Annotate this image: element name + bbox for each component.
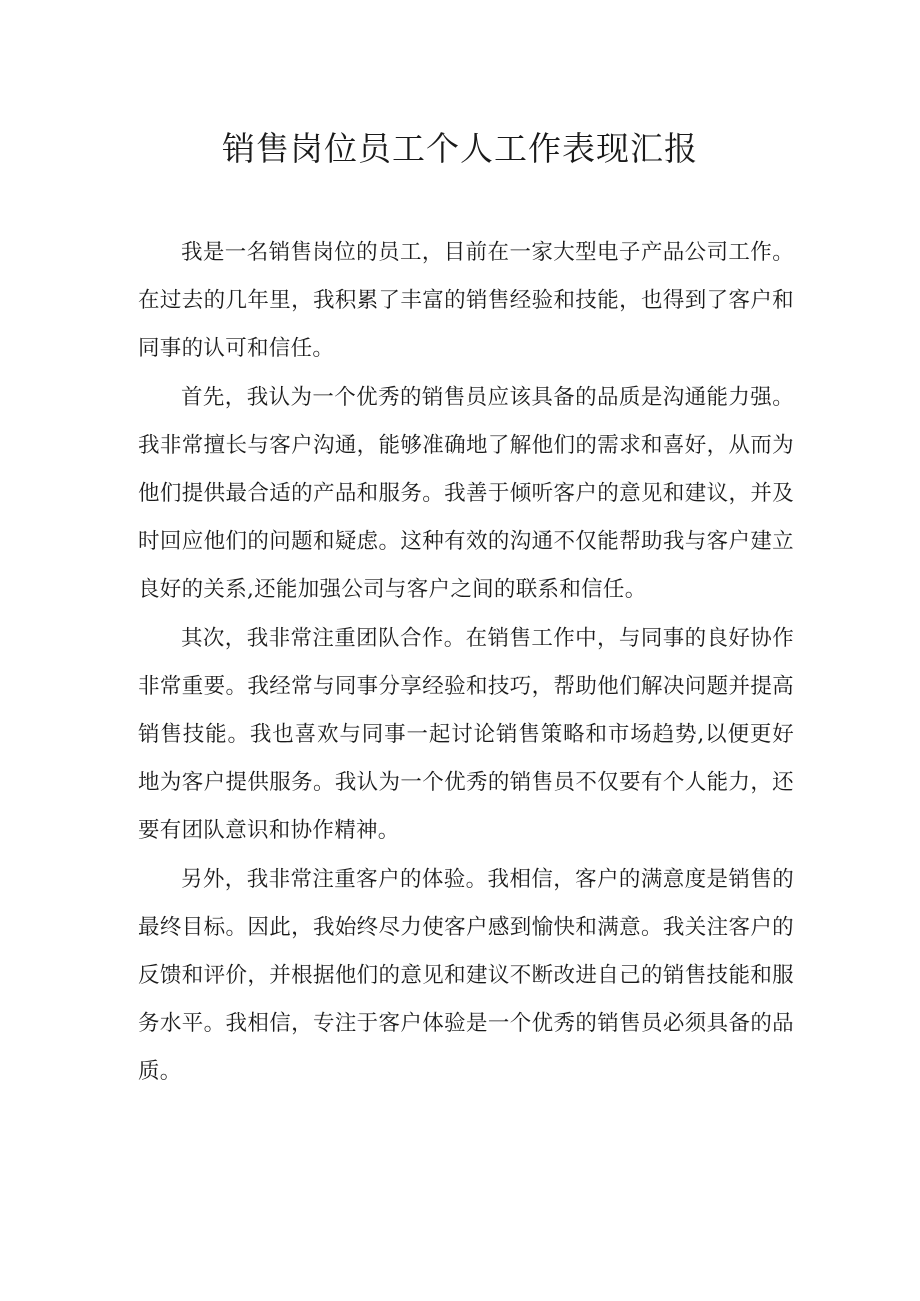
paragraph-intro: 我是一名销售岗位的员工，目前在一家大型电子产品公司工作。在过去的几年里，我积累了丰富的销售经验和技能，也得到了客户和同事的认可和信任。 — [138, 240, 794, 362]
document-title: 销售岗位员工个人工作表现汇报 — [222, 129, 698, 168]
paragraph-customer-experience: 另外，我非常注重客户的体验。我相信，客户的满意度是销售的最终目标。因此，我始终尽力使客户感到愉快和满意。我关注客户的反馈和评价，并根据他们的意见和建议不断改进自己的销售技能和服务水平。我相信，专注于客户体验是一个优秀的销售员必须具备的品质。 — [138, 866, 794, 1085]
document-body — [138, 229, 794, 1097]
paragraph-communication: 首先，我认为一个优秀的销售员应该具备的品质是沟通能力强。我非常擅长与客户沟通，能够准确地了解他们的需求和喜好，从而为他们提供最合适的产品和服务。我善于倾听客户的意见和建议，并及时回应他们的问题和疑虑。这种有效的沟通不仅能帮助我与客户建立良好的关系,还能加强公司与客户之间的联系和信任。 — [138, 384, 794, 603]
paragraph-teamwork: 其次，我非常注重团队合作。在销售工作中，与同事的良好协作非常重要。我经常与同事分享经验和技巧，帮助他们解决问题并提高销售技能。我也喜欢与同事一起讨论销售策略和市场趋势,以便更好地为客户提供服务。我认为一个优秀的销售员不仅要有个人能力，还要有团队意识和协作精神。 — [138, 625, 794, 844]
